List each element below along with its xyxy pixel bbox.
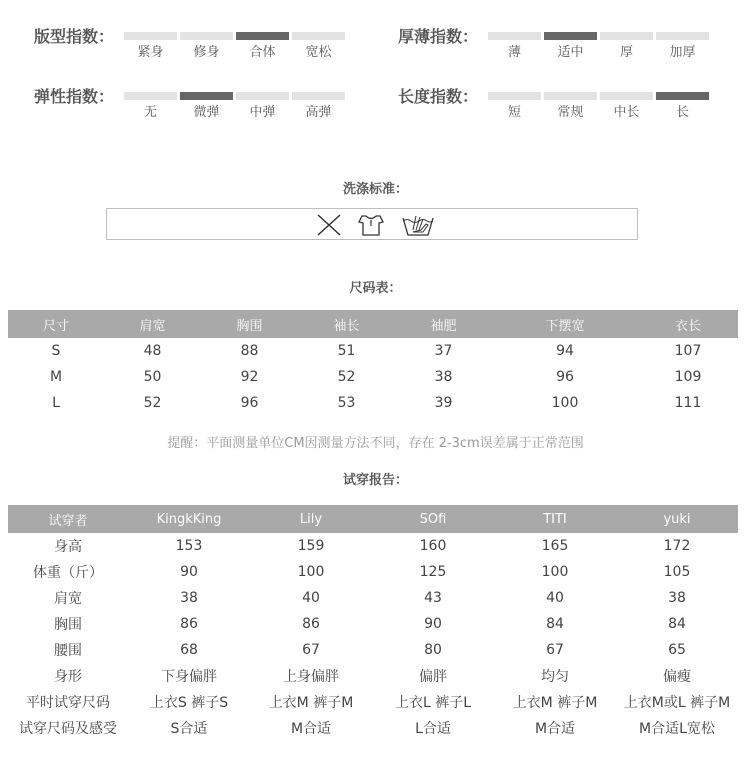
length-level-bar (488, 92, 541, 100)
fitting-report-cell: 上衣M或L 裤子M (623, 695, 731, 711)
fitting-report-cell: 86 (302, 616, 320, 632)
fitting-report-cell: 100 (541, 564, 569, 580)
elasticity-level-bar (292, 92, 345, 100)
size-chart-cell: 96 (556, 369, 574, 385)
elasticity-level-4 (292, 92, 345, 121)
fitting-report-cell: 40 (302, 590, 320, 606)
size-chart-header-cell: 胸围 (201, 310, 298, 338)
length-level-label: 中长 (613, 105, 640, 120)
fit-level-2 (180, 32, 233, 61)
fitting-report-cell: 90 (180, 564, 198, 580)
fit-level-1 (124, 32, 177, 61)
fitting-report-cell: 肩宽 (54, 591, 82, 607)
fitting-report-cell: 100 (297, 564, 325, 580)
size-chart-row (8, 364, 738, 390)
fitting-report-header-cell: Lily (250, 505, 372, 533)
thickness-index-bars (488, 32, 712, 61)
fit-level-label: 紧身 (137, 45, 164, 60)
fitting-report-cell: 67 (302, 642, 320, 658)
fitting-report-cell: 38 (668, 590, 686, 606)
fitting-report-row (8, 611, 738, 637)
size-chart-header-row (8, 310, 738, 338)
fitting-report-title: 试穿报告： (342, 473, 408, 488)
fitting-report-cell: 38 (180, 590, 198, 606)
hand-wash-icon (401, 213, 435, 237)
fitting-report-cell: 90 (424, 616, 442, 632)
length-level-bar (600, 92, 653, 100)
length-level-4 (656, 92, 709, 121)
size-chart-cell: 37 (434, 343, 453, 359)
fitting-report-cell: 上衣S 裤子S (149, 695, 229, 711)
fitting-report-cell: 84 (668, 616, 686, 632)
elasticity-level-label: 微弹 (193, 105, 220, 120)
fitting-report-header-cell: 试穿者 (8, 505, 128, 533)
elasticity-level-1 (124, 92, 177, 121)
fitting-report-cell: 身形 (54, 669, 82, 685)
fitting-report-cell: 上衣M 裤子M (512, 695, 598, 711)
size-chart-cell: L (52, 395, 60, 411)
fitting-report-cell: 上身偏胖 (283, 669, 339, 685)
fitting-report-cell: 68 (180, 642, 198, 658)
fitting-report-cell: 159 (297, 538, 325, 554)
fitting-report-cell: 67 (546, 642, 564, 658)
thickness-level-bar (656, 32, 709, 40)
fitting-report-header-cell: yuki (616, 505, 738, 533)
fitting-report-cell: 80 (424, 642, 442, 658)
size-chart-header-cell: 下摆宽 (492, 310, 638, 338)
size-chart-cell: 109 (674, 369, 702, 385)
fitting-report-cell: 165 (541, 538, 569, 554)
fitting-report-cell: 上衣M 裤子M (268, 695, 354, 711)
hang-dry-icon (357, 213, 385, 237)
fitting-report-cell: S合适 (170, 721, 208, 737)
fitting-report-cell: 172 (663, 538, 691, 554)
fitting-report-cell: 腰围 (54, 643, 82, 659)
size-chart-cell: M (49, 369, 63, 385)
size-chart-cell: 107 (674, 343, 702, 359)
elasticity-index-bars (124, 92, 348, 121)
length-level-1 (488, 92, 541, 121)
size-chart-row (8, 390, 738, 416)
fitting-report-cell: 试穿尺码及感受 (19, 721, 117, 737)
thickness-index-title: 厚薄指数： (398, 27, 479, 46)
length-level-bar (544, 92, 597, 100)
fit-level-bar (292, 32, 345, 40)
thickness-level-bar (488, 32, 541, 40)
thickness-level-3 (600, 32, 653, 61)
no-bleach-icon (315, 213, 343, 237)
elasticity-level-3 (236, 92, 289, 121)
fitting-report-table (8, 505, 738, 741)
washing-icons-box (106, 208, 638, 240)
fitting-report-cell: 40 (546, 590, 564, 606)
elasticity-level-label: 高弹 (305, 105, 332, 120)
fitting-report-cell: 65 (668, 642, 686, 658)
fit-level-4 (292, 32, 345, 61)
fitting-report-header-cell: KingkKing (128, 505, 250, 533)
size-chart-cell: S (51, 343, 61, 359)
fitting-report-cell: 160 (419, 538, 447, 554)
fitting-report-cell: 偏瘦 (663, 669, 691, 685)
size-chart-cell: 51 (337, 343, 356, 359)
size-chart-cell: 38 (434, 369, 453, 385)
elasticity-level-bar (236, 92, 289, 100)
thickness-level-label: 加厚 (669, 45, 696, 60)
size-chart-header-cell: 袖肥 (395, 310, 492, 338)
size-chart-header-cell: 肩宽 (104, 310, 201, 338)
fitting-report-cell: 平时试穿尺码 (26, 695, 110, 711)
thickness-level-4 (656, 32, 709, 61)
length-index-bars (488, 92, 712, 121)
size-chart-cell: 88 (240, 343, 259, 359)
size-chart-cell: 52 (337, 369, 356, 385)
fitting-report-header-row (8, 505, 738, 533)
length-level-2 (544, 92, 597, 121)
elasticity-index-title: 弹性指数： (34, 87, 115, 106)
fitting-report-cell: M合适L宽松 (639, 721, 715, 737)
thickness-level-label: 厚 (619, 45, 633, 60)
fitting-report-cell: 153 (175, 538, 203, 554)
length-level-label: 短 (507, 105, 521, 120)
fit-index-bars (124, 32, 348, 61)
fitting-report-cell: 86 (180, 616, 198, 632)
fit-level-bar (124, 32, 177, 40)
fitting-report-row (8, 559, 738, 585)
fitting-report-cell: 43 (424, 590, 442, 606)
elasticity-level-label: 无 (143, 105, 157, 120)
fit-level-3 (236, 32, 289, 61)
fit-level-label: 修身 (193, 45, 220, 60)
fitting-report-row (8, 585, 738, 611)
fit-level-label: 宽松 (305, 45, 332, 60)
size-chart-cell: 48 (143, 343, 162, 359)
fitting-report-cell: M合适 (290, 721, 332, 737)
fitting-report-row (8, 663, 738, 689)
fitting-report-row (8, 637, 738, 663)
fit-level-label: 合体 (249, 45, 276, 60)
elasticity-level-bar (124, 92, 177, 100)
fitting-report-cell: 105 (663, 564, 691, 580)
fitting-report-cell: M合适 (534, 721, 576, 737)
fitting-report-cell: 均匀 (541, 669, 569, 685)
length-level-label: 常规 (557, 105, 584, 120)
fitting-report-cell: 84 (546, 616, 564, 632)
size-chart-cell: 111 (674, 395, 702, 411)
fitting-report-row (8, 689, 738, 715)
size-chart-header-cell: 衣长 (638, 310, 738, 338)
fitting-report-cell: 体重（斤） (33, 565, 103, 581)
size-chart-cell: 96 (240, 395, 259, 411)
thickness-level-label: 适中 (557, 45, 584, 60)
length-index-title: 长度指数： (398, 87, 479, 106)
size-chart-title: 尺码表： (349, 281, 402, 296)
length-level-bar (656, 92, 709, 100)
elasticity-level-label: 中弹 (249, 105, 276, 120)
thickness-level-label: 薄 (507, 45, 521, 60)
elasticity-level-bar (180, 92, 233, 100)
length-level-label: 长 (675, 105, 689, 120)
fitting-report-cell: 身高 (54, 539, 82, 555)
size-chart-cell: 50 (143, 369, 162, 385)
size-chart-cell: 94 (556, 343, 574, 359)
elasticity-level-2 (180, 92, 233, 121)
fitting-report-cell: 125 (419, 564, 447, 580)
size-chart-table (8, 310, 738, 416)
size-chart-cell: 52 (143, 395, 162, 411)
size-chart-header-cell: 尺寸 (8, 310, 104, 338)
fit-index-title: 版型指数： (34, 27, 115, 46)
washing-title: 洗涤标准： (342, 182, 408, 197)
fitting-report-cell: 上衣L 裤子L (394, 695, 472, 711)
fitting-report-row (8, 715, 738, 741)
fitting-report-header-cell: SOfi (372, 505, 494, 533)
fitting-report-row (8, 533, 738, 559)
fitting-report-header-cell: TITI (494, 505, 616, 533)
size-chart-cell: 39 (434, 395, 453, 411)
fit-level-bar (236, 32, 289, 40)
thickness-level-2 (544, 32, 597, 61)
thickness-level-bar (544, 32, 597, 40)
size-chart-cell: 92 (240, 369, 259, 385)
size-chart-header-cell: 袖长 (298, 310, 395, 338)
fitting-report-cell: 偏胖 (419, 669, 447, 685)
length-level-3 (600, 92, 653, 121)
fitting-report-cell: 胸围 (54, 617, 82, 633)
fitting-report-cell: L合适 (415, 721, 451, 737)
size-chart-row (8, 338, 738, 364)
size-chart-cell: 53 (337, 395, 356, 411)
size-chart-cell: 100 (551, 395, 579, 411)
thickness-level-bar (600, 32, 653, 40)
measurement-note: 提醒：平面测量单位CM因测量方法不同，存在 2-3cm误差属于正常范围 (167, 436, 584, 451)
fitting-report-cell: 下身偏胖 (161, 669, 217, 685)
thickness-level-1 (488, 32, 541, 61)
fit-level-bar (180, 32, 233, 40)
